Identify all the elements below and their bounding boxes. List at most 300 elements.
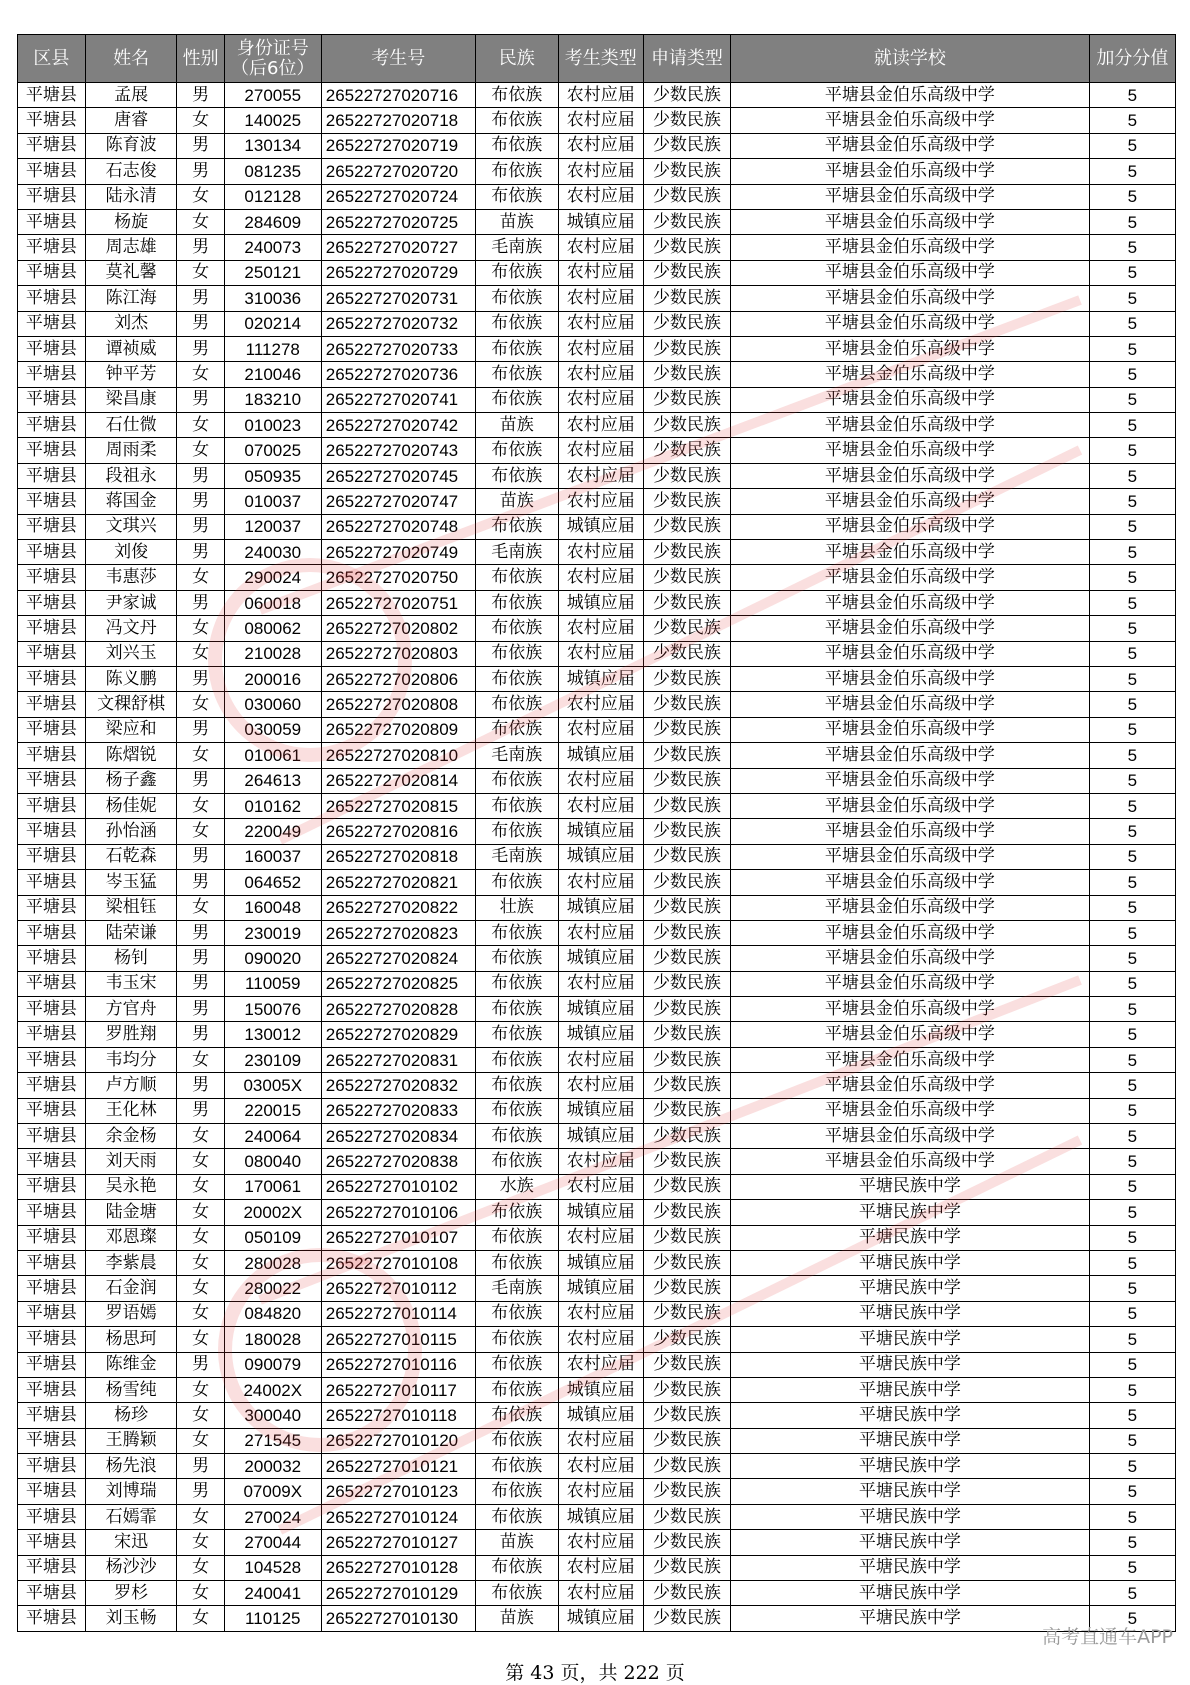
cell-ethnicity: 布依族 bbox=[475, 1022, 558, 1047]
cell-district: 平塘县 bbox=[18, 108, 86, 133]
cell-school: 平塘民族中学 bbox=[731, 1504, 1090, 1529]
cell-bonus-points: 5 bbox=[1089, 489, 1175, 514]
cell-ethnicity: 布依族 bbox=[475, 133, 558, 158]
cell-id-last6: 271545 bbox=[224, 1428, 321, 1453]
cell-bonus-points: 5 bbox=[1089, 1504, 1175, 1529]
cell-candidate-type: 农村应届 bbox=[558, 1327, 643, 1352]
cell-ethnicity: 布依族 bbox=[475, 463, 558, 488]
cell-application-type: 少数民族 bbox=[643, 108, 730, 133]
cell-application-type: 少数民族 bbox=[643, 819, 730, 844]
cell-candidate-type: 城镇应届 bbox=[558, 997, 643, 1022]
cell-gender: 男 bbox=[177, 83, 224, 108]
cell-id-last6: 140025 bbox=[224, 108, 321, 133]
cell-application-type: 少数民族 bbox=[643, 692, 730, 717]
cell-exam-number: 26522727020808 bbox=[321, 692, 475, 717]
cell-bonus-points: 5 bbox=[1089, 184, 1175, 209]
cell-district: 平塘县 bbox=[18, 1301, 86, 1326]
cell-school: 平塘县金伯乐高级中学 bbox=[731, 83, 1090, 108]
cell-candidate-type: 农村应届 bbox=[558, 692, 643, 717]
cell-name: 杨沙沙 bbox=[85, 1555, 177, 1580]
cell-gender: 女 bbox=[177, 209, 224, 234]
table-row bbox=[18, 641, 1176, 666]
cell-application-type: 少数民族 bbox=[643, 489, 730, 514]
cell-candidate-type: 农村应届 bbox=[558, 793, 643, 818]
cell-name: 卢方顺 bbox=[85, 1073, 177, 1098]
cell-application-type: 少数民族 bbox=[643, 1428, 730, 1453]
cell-application-type: 少数民族 bbox=[643, 1530, 730, 1555]
cell-exam-number: 26522727020731 bbox=[321, 286, 475, 311]
cell-school: 平塘县金伯乐高级中学 bbox=[731, 489, 1090, 514]
cell-gender: 女 bbox=[177, 1403, 224, 1428]
cell-school: 平塘民族中学 bbox=[731, 1530, 1090, 1555]
cell-school: 平塘县金伯乐高级中学 bbox=[731, 438, 1090, 463]
cell-district: 平塘县 bbox=[18, 336, 86, 361]
cell-school: 平塘县金伯乐高级中学 bbox=[731, 540, 1090, 565]
cell-application-type: 少数民族 bbox=[643, 1403, 730, 1428]
table-row bbox=[18, 616, 1176, 641]
cell-id-last6: 03005X bbox=[224, 1073, 321, 1098]
cell-application-type: 少数民族 bbox=[643, 743, 730, 768]
cell-name: 石仕微 bbox=[85, 413, 177, 438]
cell-exam-number: 26522727020828 bbox=[321, 997, 475, 1022]
cell-bonus-points: 5 bbox=[1089, 946, 1175, 971]
cell-bonus-points: 5 bbox=[1089, 540, 1175, 565]
cell-candidate-type: 农村应届 bbox=[558, 565, 643, 590]
cell-bonus-points: 5 bbox=[1089, 1581, 1175, 1606]
cell-candidate-type: 农村应届 bbox=[558, 489, 643, 514]
cell-bonus-points: 5 bbox=[1089, 311, 1175, 336]
cell-ethnicity: 布依族 bbox=[475, 920, 558, 945]
cell-name: 刘杰 bbox=[85, 311, 177, 336]
cell-bonus-points: 5 bbox=[1089, 209, 1175, 234]
cell-id-last6: 170061 bbox=[224, 1174, 321, 1199]
cell-school: 平塘民族中学 bbox=[731, 1327, 1090, 1352]
cell-bonus-points: 5 bbox=[1089, 286, 1175, 311]
cell-district: 平塘县 bbox=[18, 666, 86, 691]
cell-exam-number: 26522727020733 bbox=[321, 336, 475, 361]
cell-application-type: 少数民族 bbox=[643, 438, 730, 463]
cell-bonus-points: 5 bbox=[1089, 743, 1175, 768]
cell-gender: 男 bbox=[177, 717, 224, 742]
cell-gender: 男 bbox=[177, 870, 224, 895]
cell-school: 平塘民族中学 bbox=[731, 1352, 1090, 1377]
table-row bbox=[18, 895, 1176, 920]
table-row bbox=[18, 1479, 1176, 1504]
cell-gender: 男 bbox=[177, 768, 224, 793]
cell-candidate-type: 农村应届 bbox=[558, 286, 643, 311]
cell-name: 杨旋 bbox=[85, 209, 177, 234]
cell-id-last6: 050109 bbox=[224, 1225, 321, 1250]
cell-bonus-points: 5 bbox=[1089, 413, 1175, 438]
cell-candidate-type: 城镇应届 bbox=[558, 946, 643, 971]
cell-ethnicity: 苗族 bbox=[475, 413, 558, 438]
cell-id-last6: 07009X bbox=[224, 1479, 321, 1504]
cell-district: 平塘县 bbox=[18, 1098, 86, 1123]
cell-exam-number: 26522727010108 bbox=[321, 1250, 475, 1275]
cell-id-last6: 280022 bbox=[224, 1276, 321, 1301]
cell-candidate-type: 农村应届 bbox=[558, 1581, 643, 1606]
cell-name: 石志俊 bbox=[85, 159, 177, 184]
cell-ethnicity: 布依族 bbox=[475, 1555, 558, 1580]
cell-district: 平塘县 bbox=[18, 565, 86, 590]
cell-ethnicity: 布依族 bbox=[475, 1352, 558, 1377]
cell-district: 平塘县 bbox=[18, 311, 86, 336]
cell-exam-number: 26522727020825 bbox=[321, 971, 475, 996]
cell-district: 平塘县 bbox=[18, 1225, 86, 1250]
cell-gender: 女 bbox=[177, 1225, 224, 1250]
cell-application-type: 少数民族 bbox=[643, 463, 730, 488]
cell-ethnicity: 布依族 bbox=[475, 717, 558, 742]
cell-district: 平塘县 bbox=[18, 1377, 86, 1402]
cell-id-last6: 064652 bbox=[224, 870, 321, 895]
cell-id-last6: 084820 bbox=[224, 1301, 321, 1326]
cell-school: 平塘县金伯乐高级中学 bbox=[731, 768, 1090, 793]
cell-id-last6: 012128 bbox=[224, 184, 321, 209]
cell-name: 陈维金 bbox=[85, 1352, 177, 1377]
cell-candidate-type: 农村应届 bbox=[558, 717, 643, 742]
cell-bonus-points: 5 bbox=[1089, 1098, 1175, 1123]
cell-school: 平塘民族中学 bbox=[731, 1301, 1090, 1326]
table-row bbox=[18, 1225, 1176, 1250]
cell-candidate-type: 城镇应届 bbox=[558, 895, 643, 920]
table-row bbox=[18, 1276, 1176, 1301]
cell-candidate-type: 农村应届 bbox=[558, 311, 643, 336]
cell-bonus-points: 5 bbox=[1089, 844, 1175, 869]
cell-ethnicity: 布依族 bbox=[475, 768, 558, 793]
cell-name: 石金润 bbox=[85, 1276, 177, 1301]
cell-school: 平塘县金伯乐高级中学 bbox=[731, 387, 1090, 412]
table-row bbox=[18, 997, 1176, 1022]
table-row bbox=[18, 514, 1176, 539]
table-row bbox=[18, 870, 1176, 895]
cell-gender: 女 bbox=[177, 1149, 224, 1174]
cell-candidate-type: 城镇应届 bbox=[558, 1200, 643, 1225]
cell-ethnicity: 布依族 bbox=[475, 184, 558, 209]
cell-gender: 女 bbox=[177, 1250, 224, 1275]
cell-district: 平塘县 bbox=[18, 540, 86, 565]
cell-application-type: 少数民族 bbox=[643, 870, 730, 895]
table-row bbox=[18, 1250, 1176, 1275]
cell-id-last6: 010023 bbox=[224, 413, 321, 438]
table-row bbox=[18, 1454, 1176, 1479]
table-row bbox=[18, 133, 1176, 158]
table-row bbox=[18, 1124, 1176, 1149]
cell-district: 平塘县 bbox=[18, 768, 86, 793]
cell-id-last6: 270055 bbox=[224, 83, 321, 108]
cell-school: 平塘民族中学 bbox=[731, 1200, 1090, 1225]
cell-exam-number: 26522727020748 bbox=[321, 514, 475, 539]
cell-ethnicity: 布依族 bbox=[475, 793, 558, 818]
cell-id-last6: 090079 bbox=[224, 1352, 321, 1377]
cell-name: 邓恩璨 bbox=[85, 1225, 177, 1250]
cell-school: 平塘县金伯乐高级中学 bbox=[731, 336, 1090, 361]
cell-id-last6: 180028 bbox=[224, 1327, 321, 1352]
cell-district: 平塘县 bbox=[18, 844, 86, 869]
cell-bonus-points: 5 bbox=[1089, 1276, 1175, 1301]
cell-bonus-points: 5 bbox=[1089, 1149, 1175, 1174]
cell-candidate-type: 城镇应届 bbox=[558, 209, 643, 234]
cell-gender: 女 bbox=[177, 1047, 224, 1072]
table-row bbox=[18, 286, 1176, 311]
cell-district: 平塘县 bbox=[18, 717, 86, 742]
cell-id-last6: 264613 bbox=[224, 768, 321, 793]
cell-school: 平塘县金伯乐高级中学 bbox=[731, 793, 1090, 818]
cell-id-last6: 020214 bbox=[224, 311, 321, 336]
table-row bbox=[18, 768, 1176, 793]
cell-application-type: 少数民族 bbox=[643, 336, 730, 361]
cell-gender: 男 bbox=[177, 1073, 224, 1098]
cell-school: 平塘民族中学 bbox=[731, 1479, 1090, 1504]
cell-gender: 男 bbox=[177, 514, 224, 539]
cell-gender: 女 bbox=[177, 895, 224, 920]
cell-ethnicity: 布依族 bbox=[475, 1250, 558, 1275]
cell-exam-number: 26522727020814 bbox=[321, 768, 475, 793]
cell-exam-number: 26522727010116 bbox=[321, 1352, 475, 1377]
cell-district: 平塘县 bbox=[18, 743, 86, 768]
cell-id-last6: 160048 bbox=[224, 895, 321, 920]
cell-id-last6: 310036 bbox=[224, 286, 321, 311]
cell-exam-number: 26522727020749 bbox=[321, 540, 475, 565]
cell-id-last6: 183210 bbox=[224, 387, 321, 412]
cell-id-last6: 24002X bbox=[224, 1377, 321, 1402]
table-row bbox=[18, 844, 1176, 869]
cell-school: 平塘县金伯乐高级中学 bbox=[731, 1098, 1090, 1123]
cell-school: 平塘民族中学 bbox=[731, 1250, 1090, 1275]
cell-name: 李紫晨 bbox=[85, 1250, 177, 1275]
cell-bonus-points: 5 bbox=[1089, 1454, 1175, 1479]
cell-district: 平塘县 bbox=[18, 1530, 86, 1555]
cell-school: 平塘县金伯乐高级中学 bbox=[731, 1124, 1090, 1149]
cell-candidate-type: 城镇应届 bbox=[558, 1124, 643, 1149]
cell-gender: 男 bbox=[177, 286, 224, 311]
cell-application-type: 少数民族 bbox=[643, 1327, 730, 1352]
cell-ethnicity: 布依族 bbox=[475, 1454, 558, 1479]
cell-gender: 女 bbox=[177, 260, 224, 285]
cell-application-type: 少数民族 bbox=[643, 997, 730, 1022]
cell-candidate-type: 农村应届 bbox=[558, 1174, 643, 1199]
cell-bonus-points: 5 bbox=[1089, 1555, 1175, 1580]
col-application-type: 申请类型 bbox=[643, 35, 730, 83]
cell-gender: 男 bbox=[177, 1454, 224, 1479]
table-row bbox=[18, 1174, 1176, 1199]
cell-gender: 女 bbox=[177, 616, 224, 641]
cell-ethnicity: 布依族 bbox=[475, 1428, 558, 1453]
cell-exam-number: 26522727010123 bbox=[321, 1479, 475, 1504]
cell-name: 陆荣谦 bbox=[85, 920, 177, 945]
cell-exam-number: 26522727010129 bbox=[321, 1581, 475, 1606]
cell-candidate-type: 农村应届 bbox=[558, 1428, 643, 1453]
cell-gender: 女 bbox=[177, 1377, 224, 1402]
cell-candidate-type: 农村应届 bbox=[558, 413, 643, 438]
cell-school: 平塘民族中学 bbox=[731, 1428, 1090, 1453]
cell-candidate-type: 农村应届 bbox=[558, 1073, 643, 1098]
cell-candidate-type: 农村应届 bbox=[558, 1555, 643, 1580]
cell-gender: 女 bbox=[177, 692, 224, 717]
cell-ethnicity: 苗族 bbox=[475, 489, 558, 514]
cell-exam-number: 26522727020727 bbox=[321, 235, 475, 260]
table-row bbox=[18, 438, 1176, 463]
page-footer: 第 43 页，共 222 页 bbox=[505, 1662, 685, 1684]
cell-bonus-points: 5 bbox=[1089, 1403, 1175, 1428]
cell-application-type: 少数民族 bbox=[643, 387, 730, 412]
cell-name: 梁应和 bbox=[85, 717, 177, 742]
cell-school: 平塘县金伯乐高级中学 bbox=[731, 514, 1090, 539]
cell-gender: 女 bbox=[177, 1301, 224, 1326]
cell-candidate-type: 农村应届 bbox=[558, 1047, 643, 1072]
cell-bonus-points: 5 bbox=[1089, 997, 1175, 1022]
cell-exam-number: 26522727020747 bbox=[321, 489, 475, 514]
table-row bbox=[18, 1327, 1176, 1352]
cell-ethnicity: 毛南族 bbox=[475, 743, 558, 768]
cell-id-last6: 220049 bbox=[224, 819, 321, 844]
cell-exam-number: 26522727020741 bbox=[321, 387, 475, 412]
cell-candidate-type: 农村应届 bbox=[558, 260, 643, 285]
cell-application-type: 少数民族 bbox=[643, 1377, 730, 1402]
col-bonus-points: 加分分值 bbox=[1089, 35, 1175, 83]
table-row bbox=[18, 946, 1176, 971]
table-row bbox=[18, 1073, 1176, 1098]
cell-school: 平塘县金伯乐高级中学 bbox=[731, 184, 1090, 209]
cell-gender: 男 bbox=[177, 489, 224, 514]
cell-district: 平塘县 bbox=[18, 1479, 86, 1504]
cell-exam-number: 26522727010115 bbox=[321, 1327, 475, 1352]
cell-exam-number: 26522727020818 bbox=[321, 844, 475, 869]
cell-name: 陈江海 bbox=[85, 286, 177, 311]
cell-name: 蒋国金 bbox=[85, 489, 177, 514]
cell-school: 平塘县金伯乐高级中学 bbox=[731, 870, 1090, 895]
cell-gender: 男 bbox=[177, 666, 224, 691]
cell-district: 平塘县 bbox=[18, 895, 86, 920]
cell-candidate-type: 农村应届 bbox=[558, 133, 643, 158]
cell-gender: 女 bbox=[177, 743, 224, 768]
cell-ethnicity: 布依族 bbox=[475, 692, 558, 717]
cell-school: 平塘民族中学 bbox=[731, 1225, 1090, 1250]
cell-district: 平塘县 bbox=[18, 387, 86, 412]
cell-name: 段祖永 bbox=[85, 463, 177, 488]
cell-exam-number: 26522727010118 bbox=[321, 1403, 475, 1428]
cell-application-type: 少数民族 bbox=[643, 514, 730, 539]
col-ethnicity: 民族 bbox=[475, 35, 558, 83]
cell-bonus-points: 5 bbox=[1089, 108, 1175, 133]
cell-name: 韦惠莎 bbox=[85, 565, 177, 590]
cell-candidate-type: 农村应届 bbox=[558, 1225, 643, 1250]
table-row bbox=[18, 235, 1176, 260]
cell-id-last6: 010061 bbox=[224, 743, 321, 768]
table-row bbox=[18, 83, 1176, 108]
table-row bbox=[18, 108, 1176, 133]
cell-candidate-type: 城镇应届 bbox=[558, 1098, 643, 1123]
cell-name: 刘俊 bbox=[85, 540, 177, 565]
cell-gender: 女 bbox=[177, 1530, 224, 1555]
cell-application-type: 少数民族 bbox=[643, 946, 730, 971]
cell-ethnicity: 苗族 bbox=[475, 209, 558, 234]
cell-candidate-type: 农村应届 bbox=[558, 1352, 643, 1377]
cell-district: 平塘县 bbox=[18, 83, 86, 108]
cell-application-type: 少数民族 bbox=[643, 1606, 730, 1631]
table-row bbox=[18, 743, 1176, 768]
cell-district: 平塘县 bbox=[18, 1606, 86, 1631]
cell-id-last6: 250121 bbox=[224, 260, 321, 285]
table-row bbox=[18, 413, 1176, 438]
cell-ethnicity: 布依族 bbox=[475, 108, 558, 133]
cell-school: 平塘县金伯乐高级中学 bbox=[731, 844, 1090, 869]
cell-school: 平塘民族中学 bbox=[731, 1276, 1090, 1301]
cell-exam-number: 26522727020745 bbox=[321, 463, 475, 488]
cell-candidate-type: 农村应届 bbox=[558, 870, 643, 895]
cell-district: 平塘县 bbox=[18, 692, 86, 717]
cell-ethnicity: 布依族 bbox=[475, 1124, 558, 1149]
cell-candidate-type: 农村应届 bbox=[558, 463, 643, 488]
cell-exam-number: 26522727020736 bbox=[321, 362, 475, 387]
cell-candidate-type: 农村应届 bbox=[558, 108, 643, 133]
cell-district: 平塘县 bbox=[18, 260, 86, 285]
cell-exam-number: 26522727020833 bbox=[321, 1098, 475, 1123]
cell-application-type: 少数民族 bbox=[643, 1098, 730, 1123]
cell-bonus-points: 5 bbox=[1089, 83, 1175, 108]
cell-name: 刘兴玉 bbox=[85, 641, 177, 666]
cell-exam-number: 26522727010120 bbox=[321, 1428, 475, 1453]
cell-candidate-type: 城镇应届 bbox=[558, 666, 643, 691]
cell-application-type: 少数民族 bbox=[643, 1174, 730, 1199]
cell-school: 平塘县金伯乐高级中学 bbox=[731, 413, 1090, 438]
cell-name: 方官舟 bbox=[85, 997, 177, 1022]
cell-bonus-points: 5 bbox=[1089, 1530, 1175, 1555]
cell-ethnicity: 布依族 bbox=[475, 946, 558, 971]
cell-school: 平塘县金伯乐高级中学 bbox=[731, 311, 1090, 336]
cell-ethnicity: 布依族 bbox=[475, 666, 558, 691]
cell-district: 平塘县 bbox=[18, 463, 86, 488]
cell-name: 周志雄 bbox=[85, 235, 177, 260]
cell-bonus-points: 5 bbox=[1089, 1479, 1175, 1504]
table-row bbox=[18, 209, 1176, 234]
cell-gender: 男 bbox=[177, 971, 224, 996]
cell-candidate-type: 城镇应届 bbox=[558, 743, 643, 768]
table-row bbox=[18, 1504, 1176, 1529]
table-row bbox=[18, 260, 1176, 285]
cell-name: 王化林 bbox=[85, 1098, 177, 1123]
cell-application-type: 少数民族 bbox=[643, 184, 730, 209]
cell-application-type: 少数民族 bbox=[643, 1504, 730, 1529]
cell-id-last6: 210046 bbox=[224, 362, 321, 387]
cell-id-last6: 130012 bbox=[224, 1022, 321, 1047]
cell-name: 罗胜翔 bbox=[85, 1022, 177, 1047]
cell-application-type: 少数民族 bbox=[643, 540, 730, 565]
cell-exam-number: 26522727020720 bbox=[321, 159, 475, 184]
cell-district: 平塘县 bbox=[18, 514, 86, 539]
cell-ethnicity: 布依族 bbox=[475, 565, 558, 590]
cell-gender: 女 bbox=[177, 438, 224, 463]
cell-candidate-type: 城镇应届 bbox=[558, 1606, 643, 1631]
cell-ethnicity: 布依族 bbox=[475, 286, 558, 311]
cell-district: 平塘县 bbox=[18, 413, 86, 438]
cell-exam-number: 26522727010121 bbox=[321, 1454, 475, 1479]
cell-district: 平塘县 bbox=[18, 870, 86, 895]
col-id-label: 身份证号 bbox=[236, 37, 309, 59]
cell-name: 杨思珂 bbox=[85, 1327, 177, 1352]
cell-ethnicity: 布依族 bbox=[475, 311, 558, 336]
cell-ethnicity: 布依族 bbox=[475, 1327, 558, 1352]
cell-id-last6: 150076 bbox=[224, 997, 321, 1022]
cell-district: 平塘县 bbox=[18, 1327, 86, 1352]
cell-gender: 男 bbox=[177, 463, 224, 488]
table-row bbox=[18, 311, 1176, 336]
cell-bonus-points: 5 bbox=[1089, 1327, 1175, 1352]
cell-application-type: 少数民族 bbox=[643, 1047, 730, 1072]
cell-name: 陈义鹏 bbox=[85, 666, 177, 691]
table-row bbox=[18, 387, 1176, 412]
cell-exam-number: 26522727010128 bbox=[321, 1555, 475, 1580]
cell-district: 平塘县 bbox=[18, 641, 86, 666]
